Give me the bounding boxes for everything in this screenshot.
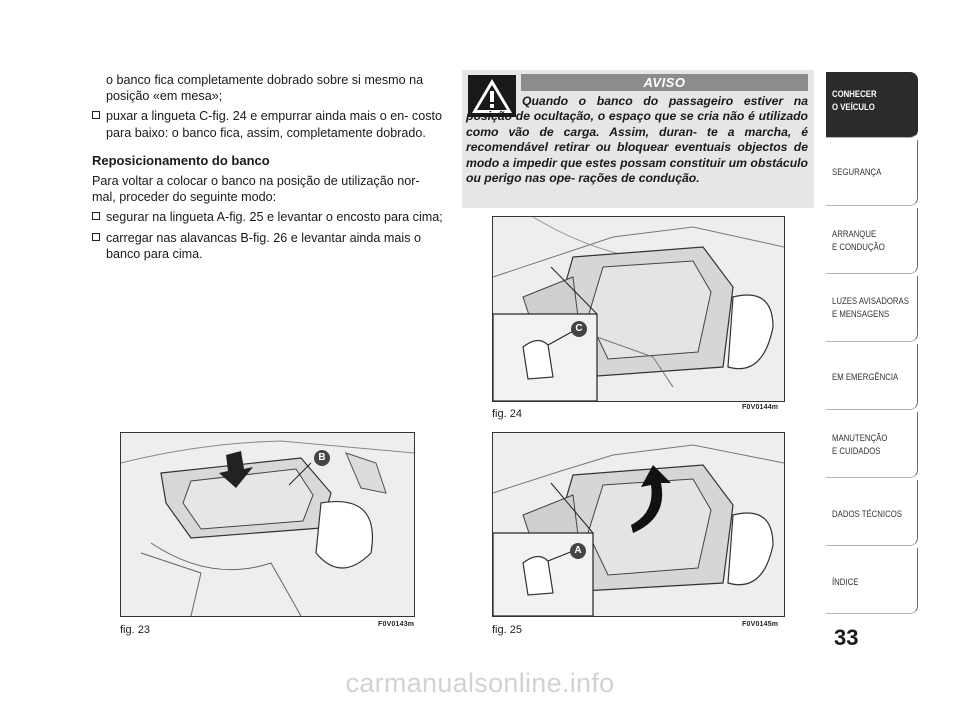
figure-23-code: F0V0143m [378, 621, 415, 628]
tab-indice[interactable]: ÍNDICE [826, 548, 918, 614]
tab-dados-tecnicos[interactable]: DADOS TÉCNICOS [826, 480, 918, 546]
continuation-text: o banco fica completamente dobrado sobre si mesmo na posição «em mesa»; [106, 73, 424, 104]
figure-25-illustration [492, 432, 785, 617]
figure-24-code: F0V0144m [742, 404, 779, 411]
tab-manutencao-e-cuidados[interactable]: MANUTENÇÃO E CUIDADOS [826, 412, 918, 478]
tab-arranque-e-conducao[interactable]: ARRANQUE E CONDUÇÃO [826, 208, 918, 274]
tab-seguranca[interactable]: SEGURANÇA [826, 140, 918, 206]
callout-c-badge: C [571, 321, 587, 337]
warning-text: Quando o banco do passageiro estiver na posição de ocultação, o espaço que se cria não é utilizado como vão de carga. Assim, duran- te a marcha, é recomendável retirar ou bloquear eventuais objectos de modo a impedir que estes possam constituir um obstáculo ou perigo nas ope- rações de condução. [466, 94, 808, 186]
section-heading: Reposicionamento do banco [92, 152, 270, 168]
figure-25-label: fig. 25 [492, 624, 522, 636]
checkbox-bullet-icon [92, 111, 100, 119]
list-item: carregar nas alavancas B-fig. 26 e levantar ainda mais o banco para cima. [92, 230, 444, 262]
figure-25-code: F0V0145m [742, 621, 779, 628]
callout-a-badge: A [570, 543, 586, 559]
list-item: puxar a lingueta C-fig. 24 e empurrar ainda mais o en- costo para baixo: o banco fica, assim, completamente dobrado. [92, 108, 444, 140]
figure-24-illustration [492, 216, 785, 402]
figure-23-illustration [120, 432, 415, 617]
tab-conhecer-o-veiculo[interactable]: CONHECER O VEÍCULO [826, 72, 918, 138]
intro-paragraph: Para voltar a colocar o banco na posição de utilização nor- mal, proceder do seguinte modo: [92, 174, 420, 205]
warning-title: AVISO [521, 74, 808, 91]
page-number: 33 [834, 625, 859, 650]
callout-b-badge: B [314, 450, 330, 466]
checkbox-bullet-icon [92, 212, 100, 220]
watermark: carmanualsonline.info [345, 668, 615, 698]
figure-23-label: fig. 23 [120, 624, 150, 636]
figure-24-label: fig. 24 [492, 408, 522, 420]
body-text [92, 72, 444, 262]
tab-em-emergencia[interactable]: EM EMERGÊNCIA [826, 344, 918, 410]
checkbox-bullet-icon [92, 233, 100, 241]
list-item: segurar na lingueta A-fig. 25 e levantar o encosto para cima; [92, 209, 444, 225]
tab-luzes-avisadoras[interactable]: LUZES AVISADORAS E MENSAGENS [826, 276, 918, 342]
